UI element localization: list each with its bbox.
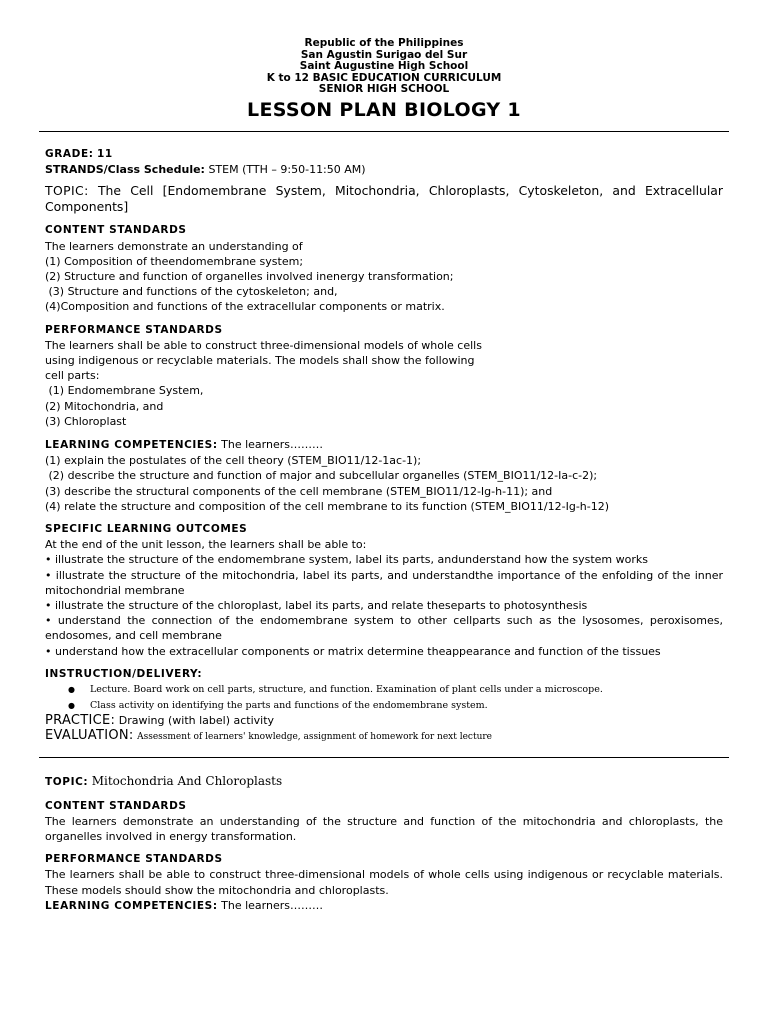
competencies-heading-line	[45, 437, 723, 453]
grade-label: GRADE:	[45, 147, 94, 160]
topic2-line	[45, 774, 723, 790]
text-line: (3) Chloroplast	[45, 414, 127, 428]
text-line: At the end of the unit lesson, the learners shall be able to:	[45, 538, 367, 552]
evaluation-label: EVALUATION:	[45, 728, 134, 744]
outcome-item: • understand the connection of the endomembrane system to other cellparts such as the lysosomes, peroxisomes, endosomes, and cell membrane	[45, 614, 723, 643]
topic-label: TOPIC:	[45, 183, 89, 199]
section-heading: LEARNING COMPETENCIES:	[45, 439, 218, 452]
text-line: (2) describe the structure and function of major and subcellular organelles (STEM_BIO11/12-Ia-c-2);	[45, 469, 598, 483]
header-line: Republic of the Philippines	[304, 37, 464, 49]
list-item: ● Class activity on identifying the parts and functions of the endomembrane system.	[90, 698, 723, 714]
header-line: K to 12 BASIC EDUCATION CURRICULUM	[266, 71, 502, 84]
instruction-list	[45, 682, 723, 713]
document-title: LESSON PLAN BIOLOGY 1	[247, 98, 521, 121]
instruction-section	[45, 667, 723, 713]
practice-line	[45, 713, 723, 728]
specific-outcomes-section	[45, 522, 723, 659]
competencies-intro: The learners………	[221, 898, 323, 912]
header-line: SENIOR HIGH SCHOOL	[318, 83, 450, 96]
strands-label: STRANDS/Class Schedule:	[45, 163, 205, 177]
content-standards-section	[45, 223, 723, 314]
section-heading: INSTRUCTION/DELIVERY:	[45, 667, 203, 680]
topic-value: Mitochondria And Chloroplasts	[91, 774, 283, 789]
section-heading: CONTENT STANDARDS	[45, 799, 187, 812]
section-heading: SPECIFIC LEARNING OUTCOMES	[45, 523, 248, 536]
text-line: The learners demonstrate an understanding of	[45, 239, 303, 253]
topic-value: The Cell [Endomembrane System, Mitochondria, Chloroplasts, Cytoskeleton, and Extracellular Components]	[45, 183, 723, 215]
outcome-item: • illustrate the structure of the mitochondria, label its parts, and understandthe importance of the enfolding of the inner mitochondrial membrane	[45, 568, 723, 597]
section-heading: CONTENT STANDARDS	[45, 224, 187, 237]
grade-value: 11	[97, 147, 113, 160]
competencies-heading-line	[45, 898, 723, 914]
text-line: (1) explain the postulates of the cell theory (STEM_BIO11/12-1ac-1);	[45, 454, 422, 468]
text-line: The learners shall be able to construct three-dimensional models of whole cells	[45, 338, 482, 352]
header-line: Saint Augustine High School	[299, 60, 469, 73]
strands-value: STEM (TTH – 9:50-11:50 AM)	[208, 163, 366, 177]
text-line: (2) Structure and function of organelles involved inenergy transformation;	[45, 269, 454, 283]
paragraph: The learners shall be able to construct three-dimensional models of whole cells using indigenous or recyclable materials. These models should show the mitochondria and chloroplasts.	[45, 868, 723, 897]
performance-standards-section-2	[45, 852, 723, 914]
text-line: (1) Composition of theendomembrane system;	[45, 254, 304, 268]
strands-line	[45, 162, 723, 177]
topic-label: TOPIC:	[45, 776, 89, 789]
performance-standards-section	[45, 323, 723, 429]
text-line: (3) Structure and functions of the cytoskeleton; and,	[45, 285, 338, 299]
text-line: cell parts:	[45, 369, 100, 383]
section-heading: PERFORMANCE STANDARDS	[45, 853, 223, 866]
text-line: (3) describe the structural components of the cell membrane (STEM_BIO11/12-Ig-h-11); and	[45, 484, 553, 498]
outcome-item: • illustrate the structure of the endomembrane system, label its parts, andunderstand how the system works	[45, 553, 648, 567]
topic-section	[45, 183, 723, 215]
content-standards-section-2	[45, 799, 723, 845]
document-header	[45, 38, 723, 121]
grade-line	[45, 146, 723, 162]
learning-competencies-section	[45, 437, 723, 514]
evaluation-value: Assessment of learners' knowledge, assignment of homework for next lecture	[137, 732, 492, 743]
text-line: (1) Endomembrane System,	[45, 384, 204, 398]
outcome-item: • understand how the extracellular components or matrix determine theappearance and function of the tissues	[45, 644, 661, 658]
competencies-intro: The learners………	[221, 438, 323, 452]
list-item: ● Lecture. Board work on cell parts, structure, and function. Examination of plant cells under a microscope.	[90, 682, 723, 698]
outcome-item: • illustrate the structure of the chloroplast, label its parts, and relate theseparts to photosynthesis	[45, 599, 588, 613]
section-heading: LEARNING COMPETENCIES:	[45, 899, 218, 912]
paragraph: The learners demonstrate an understanding of the structure and function of the mitochondria and chloroplasts, the organelles involved in energy transformation.	[45, 814, 723, 844]
evaluation-line	[45, 728, 723, 745]
text-line: (4)Composition and functions of the extracellular components or matrix.	[45, 300, 445, 314]
text-line: (4) relate the structure and composition of the cell membrane to its function (STEM_BIO11/12-Ig-h-12)	[45, 499, 610, 513]
practice-value: Drawing (with label) activity	[118, 714, 275, 728]
header-line: San Agustin Surigao del Sur	[300, 48, 468, 61]
practice-label: PRACTICE:	[45, 713, 116, 729]
text-line: (2) Mitochondria, and	[45, 399, 164, 413]
section-heading: PERFORMANCE STANDARDS	[45, 323, 223, 336]
text-line: using indigenous or recyclable materials. The models shall show the following	[45, 354, 475, 367]
